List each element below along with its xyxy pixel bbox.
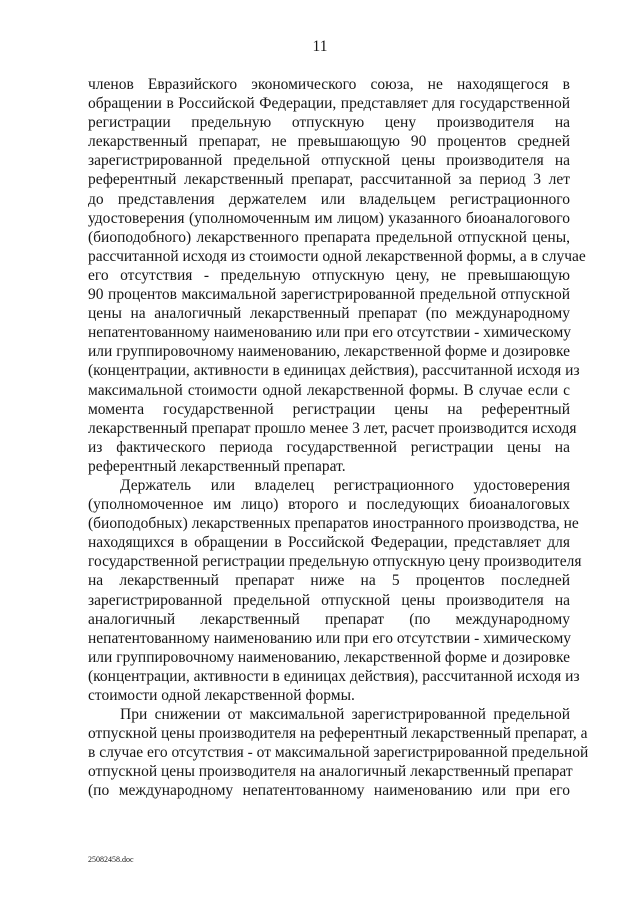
text-line: При снижении от максимальной зарегистрированной предельной: [120, 706, 570, 724]
text-line: лекарственный препарат, не превышающую 90 процентов средней: [88, 133, 570, 151]
text-line: аналогичный лекарственный препарат (по международному: [88, 610, 570, 628]
text-line: лекарственный препарат прошло менее 3 лет, расчет производится исходя: [88, 419, 577, 437]
text-line: зарегистрированной предельной отпускной цены производителя на: [88, 591, 570, 609]
text-line: непатентованному наименованию или при его отсутствии - химическому: [88, 324, 572, 342]
text-line: до представления держателем или владельцем регистрационного: [88, 190, 570, 208]
text-line: (биоподобного) лекарственного препарата предельной отпускной цены,: [88, 228, 570, 246]
text-line: (уполномоченное им лицо) второго и последующих биоаналоговых: [88, 496, 570, 514]
text-line: максимальной стоимости одной лекарственной формы. В случае если с: [88, 381, 570, 399]
text-line: референтный лекарственный препарат.: [88, 457, 346, 475]
text-line: на лекарственный препарат ниже на 5 процентов последней: [88, 572, 570, 590]
page-number: 11: [312, 38, 328, 55]
text-line: рассчитанной исходя из стоимости одной лекарственной формы, а в случае: [88, 247, 586, 265]
text-line: регистрации предельную отпускную цену производителя на: [88, 114, 570, 132]
text-line: государственной регистрации предельную отпускную цену производителя: [88, 553, 582, 571]
text-line: 90 процентов максимальной зарегистрированной предельной отпускной: [88, 286, 570, 304]
text-line: из фактического периода государственной регистрации цены на: [88, 438, 570, 456]
text-line: находящихся в обращении в Российской Федерации, представляет для: [88, 534, 570, 552]
footer-document-code: 25082458.doc: [88, 855, 134, 864]
text-line: или группировочному наименованию, лекарственной форме и дозировке: [88, 648, 570, 666]
document-body: [88, 75, 589, 801]
text-line: (концентрации, активности в единицах действия), рассчитанной исходя из: [88, 667, 580, 685]
text-line: зарегистрированной предельной отпускной цены производителя на: [88, 152, 570, 170]
text-line: его отсутствия - предельную отпускную цену, не превышающую: [88, 266, 570, 284]
text-line: цены на аналогичный лекарственный препарат (по международному: [88, 305, 570, 323]
text-line: непатентованному наименованию или при его отсутствии - химическому: [88, 629, 572, 647]
text-line: Держатель или владелец регистрационного удостоверения: [120, 476, 570, 494]
text-line: удостоверения (уполномоченным им лицом) указанного биоаналогового: [88, 209, 570, 227]
text-line: отпускной цены производителя на референтный лекарственный препарат, а: [88, 725, 588, 743]
text-line: (по международному непатентованному наименованию или при его: [88, 782, 570, 800]
text-line: (биоподобных) лекарственных препаратов иностранного производства, не: [88, 515, 579, 533]
text-line: в случае его отсутствия - от максимальной зарегистрированной предельной: [88, 744, 589, 762]
text-line: членов Евразийского экономического союза, не находящегося в: [88, 76, 570, 93]
text-line: или группировочному наименованию, лекарственной форме и дозировке: [88, 343, 570, 361]
text-line: референтный лекарственный препарат, рассчитанной за период 3 лет: [88, 171, 570, 189]
text-line: (концентрации, активности в единицах действия), рассчитанной исходя из: [88, 362, 580, 380]
text-line: обращении в Российской Федерации, представляет для государственной: [88, 95, 570, 113]
text-line: отпускной цены производителя на аналогичный лекарственный препарат: [88, 763, 573, 781]
text-line: стоимости одной лекарственной формы.: [88, 687, 355, 704]
text-line: момента государственной регистрации цены на референтный: [88, 400, 570, 418]
